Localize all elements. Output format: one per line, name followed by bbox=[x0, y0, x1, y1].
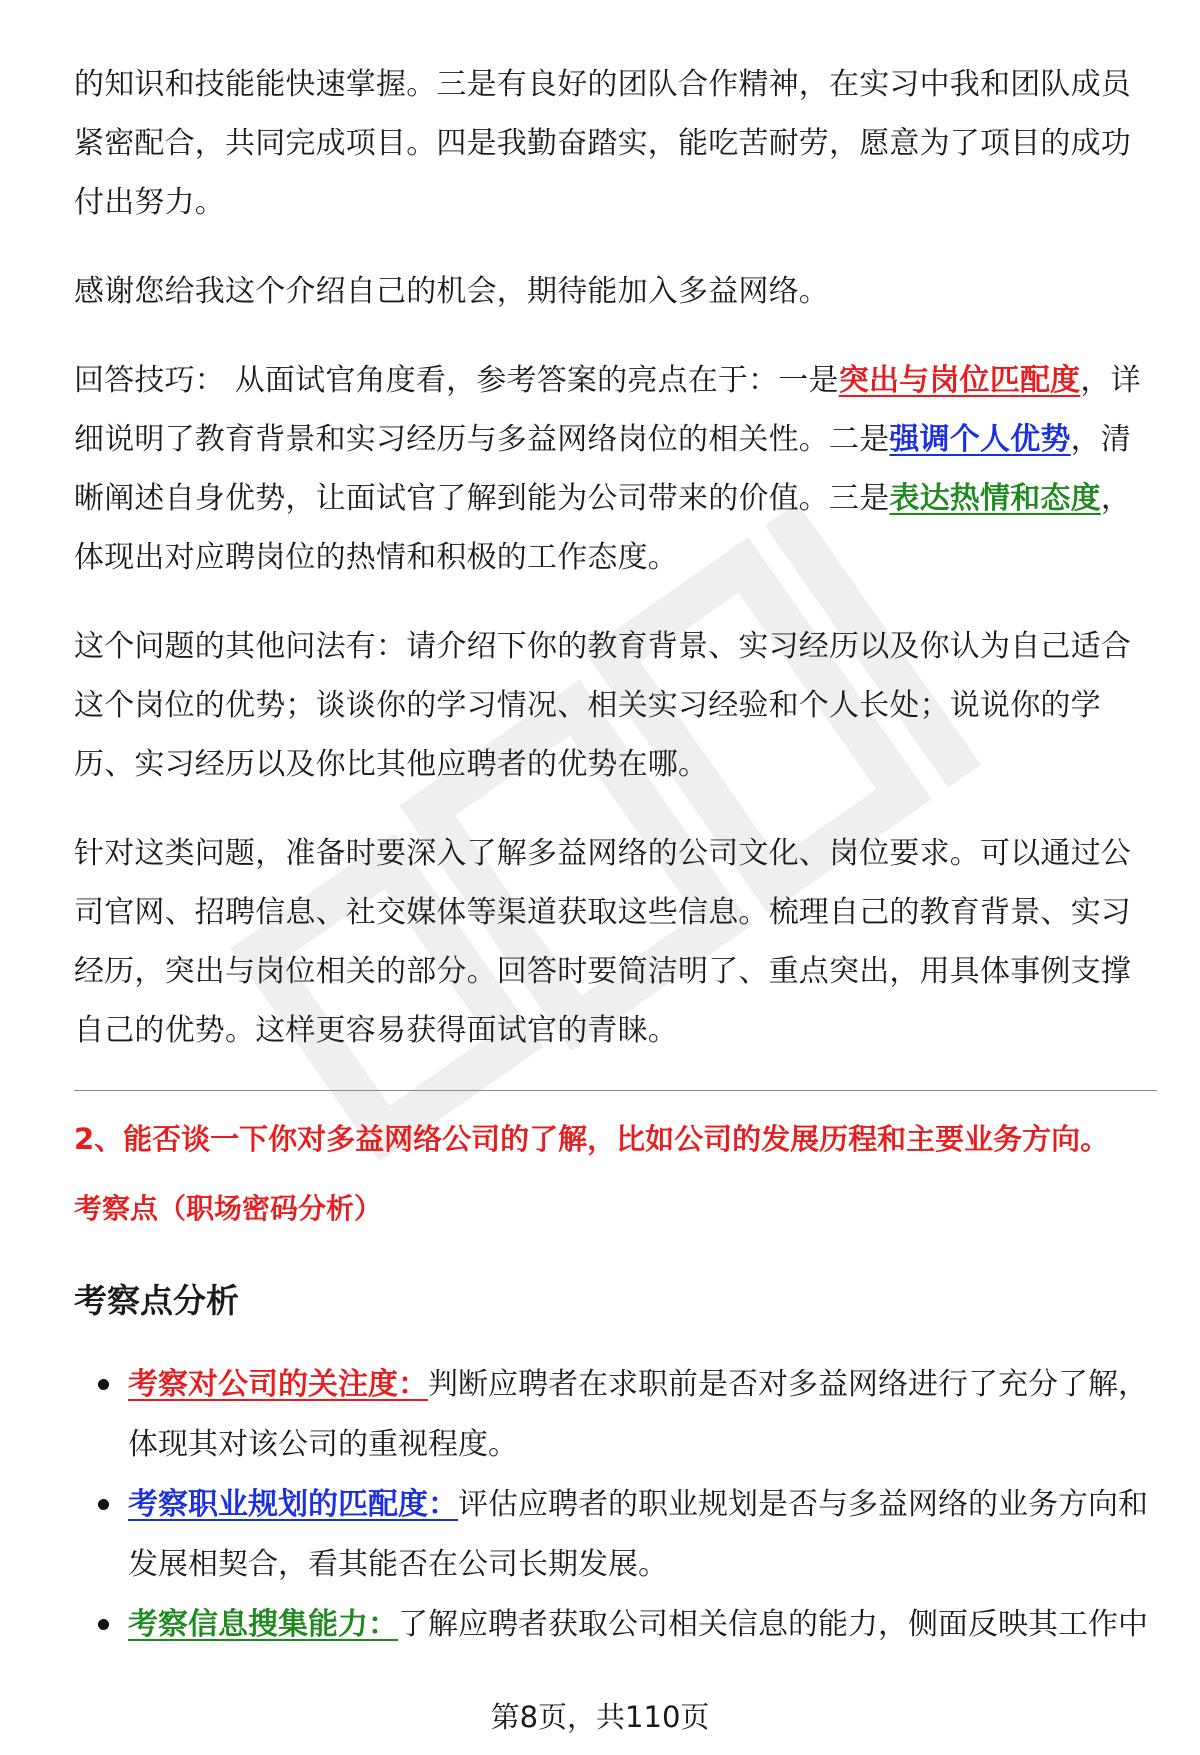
answer-tips-suffix: ，体现出对应聘岗位的热情和积极的工作态度。 bbox=[74, 481, 1132, 575]
bullet-text: 评估应聘者的职业规划是否与多益网络的业务方向和发展相契合，看其能否在公司长期发展。 bbox=[128, 1487, 1148, 1582]
bullet-label-company-attention: 考察对公司的关注度： bbox=[128, 1367, 428, 1402]
highlight-personal-strengths: 强调个人优势 bbox=[889, 422, 1071, 457]
paragraph-preparation: 针对这类问题，准备时要深入了解多益网络的公司文化、岗位要求。可以通过公司官网、招聘信息、社交媒体等渠道获取这些信息。梳理自己的教育背景、实习经历，突出与岗位相关的部分。回答时要简洁明了、重点突出，用具体事例支撑自己的优势。这样更容易获得面试官的青睐。 bbox=[74, 836, 1131, 1048]
list-item bbox=[74, 1355, 1154, 1475]
bullet-dot-icon bbox=[98, 1619, 109, 1630]
bullet-label-career-match: 考察职业规划的匹配度： bbox=[128, 1487, 458, 1522]
bullet-dot-icon bbox=[98, 1379, 109, 1390]
bullet-label-info-gathering: 考察信息搜集能力： bbox=[128, 1607, 398, 1642]
answer-tips-mid-1: ，详细说明了教育背景和实习经历与多益网络岗位的相关性。二是 bbox=[74, 363, 1141, 457]
bullet-dot-icon bbox=[98, 1499, 109, 1510]
answer-tips-mid-2: ，清晰阐述自身优势，让面试官了解到能为公司带来的价值。三是 bbox=[74, 422, 1132, 516]
highlight-enthusiasm: 表达热情和态度 bbox=[889, 481, 1101, 516]
highlight-job-match: 突出与岗位匹配度 bbox=[838, 363, 1081, 398]
section-title: 考察点分析 bbox=[74, 1281, 239, 1320]
question-title: 2、能否谈一下你对多益网络公司的了解，比如公司的发展历程和主要业务方向。 bbox=[74, 1122, 1110, 1156]
paragraph-answer-tips bbox=[74, 351, 1154, 587]
question-subtitle: 考察点（职场密码分析） bbox=[74, 1192, 383, 1225]
bullet-text: 了解应聘者获取公司相关信息的能力，侧面反映其工作中 bbox=[398, 1607, 1148, 1642]
paragraph-strengths-continued: 的知识和技能能快速掌握。三是有良好的团队合作精神，在实习中我和团队成员紧密配合，共同完成项目。四是我勤奋踏实，能吃苦耐劳，愿意为了项目的成功付出努力。 bbox=[74, 67, 1131, 220]
page-footer: 第8页，共110页 bbox=[490, 1700, 710, 1734]
analysis-bullet-list bbox=[74, 1355, 1154, 1655]
paragraph-alternate-questions: 这个问题的其他问法有：请介绍下你的教育背景、实习经历以及你认为自己适合这个岗位的优势；谈谈你的学习情况、相关实习经验和个人长处；说说你的学历、实习经历以及你比其他应聘者的优势在哪。 bbox=[74, 629, 1131, 782]
bullet-text: 判断应聘者在求职前是否对多益网络进行了充分了解，体现其对该公司的重视程度。 bbox=[128, 1367, 1148, 1462]
list-item bbox=[74, 1475, 1154, 1595]
section-divider bbox=[74, 1090, 1157, 1091]
list-item bbox=[74, 1595, 1154, 1655]
answer-tips-prefix: 回答技巧： 从面试官角度看，参考答案的亮点在于：一是 bbox=[74, 363, 839, 398]
document-content bbox=[74, 55, 1154, 1655]
paragraph-thanks: 感谢您给我这个介绍自己的机会，期待能加入多益网络。 bbox=[74, 274, 829, 309]
